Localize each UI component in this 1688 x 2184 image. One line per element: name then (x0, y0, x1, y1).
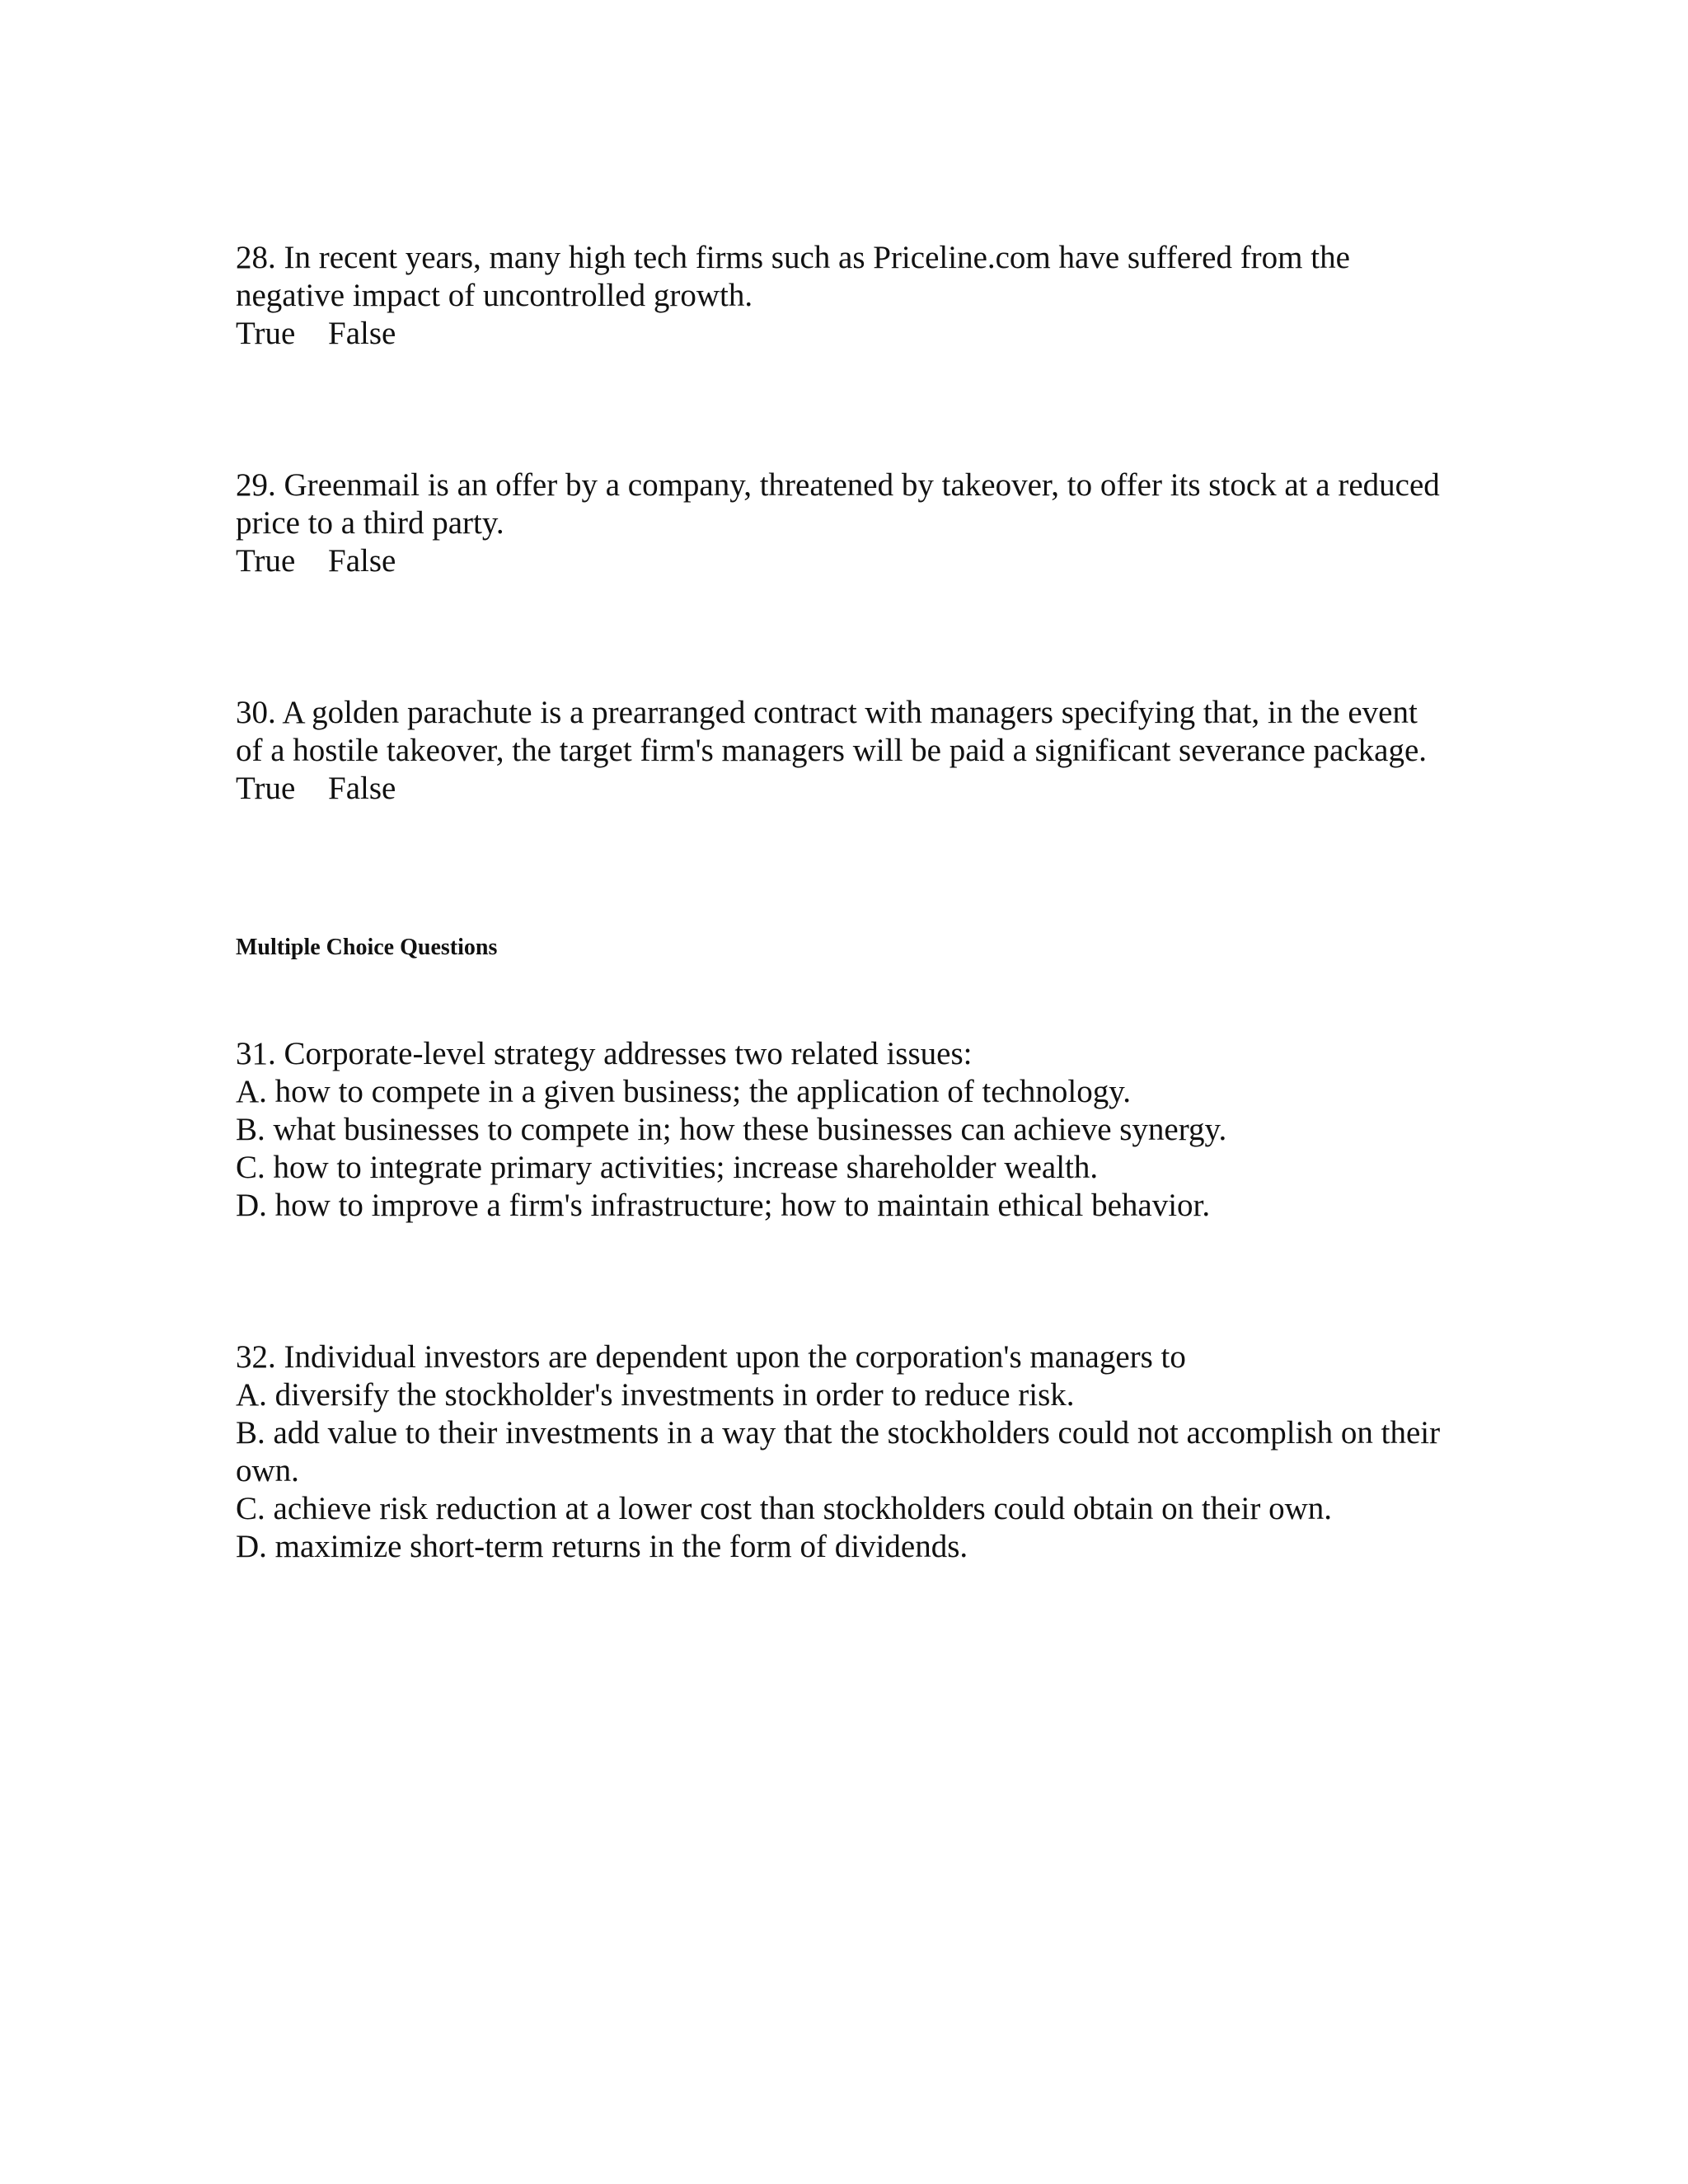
question-29 (236, 466, 1489, 580)
question-text-line: 30. A golden parachute is a prearranged contract with managers specifying that, in the event (236, 695, 1418, 730)
option-false: False (328, 543, 396, 579)
true-false-options (236, 315, 1489, 353)
question-31 (236, 1035, 1489, 1225)
question-text-line: negative impact of uncontrolled growth. (236, 278, 753, 313)
question-text-line: 28. In recent years, many high tech firms such as Priceline.com have suffered from the (236, 240, 1350, 275)
answer-option-c: C. how to integrate primary activities; increase shareholder wealth. (236, 1150, 1099, 1185)
question-text-line: of a hostile takeover, the target firm's managers will be paid a significant severance package. (236, 733, 1427, 768)
question-text-line: price to a third party. (236, 505, 504, 541)
answer-option-c: C. achieve risk reduction at a lower cost than stockholders could obtain on their own. (236, 1491, 1332, 1526)
answer-option-a: A. how to compete in a given business; the application of technology. (236, 1074, 1131, 1109)
true-false-options (236, 542, 1489, 580)
section-heading: Multiple Choice Questions (236, 935, 498, 960)
question-32 (236, 1338, 1489, 1566)
answer-option-d: D. maximize short-term returns in the form of dividends. (236, 1529, 968, 1564)
option-false: False (328, 771, 396, 806)
option-true: True (236, 543, 296, 579)
option-true: True (236, 316, 296, 351)
answer-option-b: B. what businesses to compete in; how these businesses can achieve synergy. (236, 1112, 1227, 1147)
answer-option-a: A. diversify the stockholder's investments in order to reduce risk. (236, 1377, 1075, 1413)
question-30 (236, 694, 1489, 808)
question-28 (236, 239, 1489, 353)
option-false: False (328, 316, 396, 351)
answer-option-b-continued: own. (236, 1453, 299, 1488)
answer-option-d: D. how to improve a firm's infrastructure; how to maintain ethical behavior. (236, 1188, 1211, 1223)
question-stem: 32. Individual investors are dependent upon the corporation's managers to (236, 1339, 1186, 1375)
true-false-options (236, 770, 1489, 808)
option-true: True (236, 771, 296, 806)
answer-option-b: B. add value to their investments in a way that the stockholders could not accomplish on their (236, 1415, 1441, 1451)
question-stem: 31. Corporate-level strategy addresses two related issues: (236, 1036, 973, 1071)
question-text-line: 29. Greenmail is an offer by a company, threatened by takeover, to offer its stock at a reduced (236, 467, 1440, 503)
